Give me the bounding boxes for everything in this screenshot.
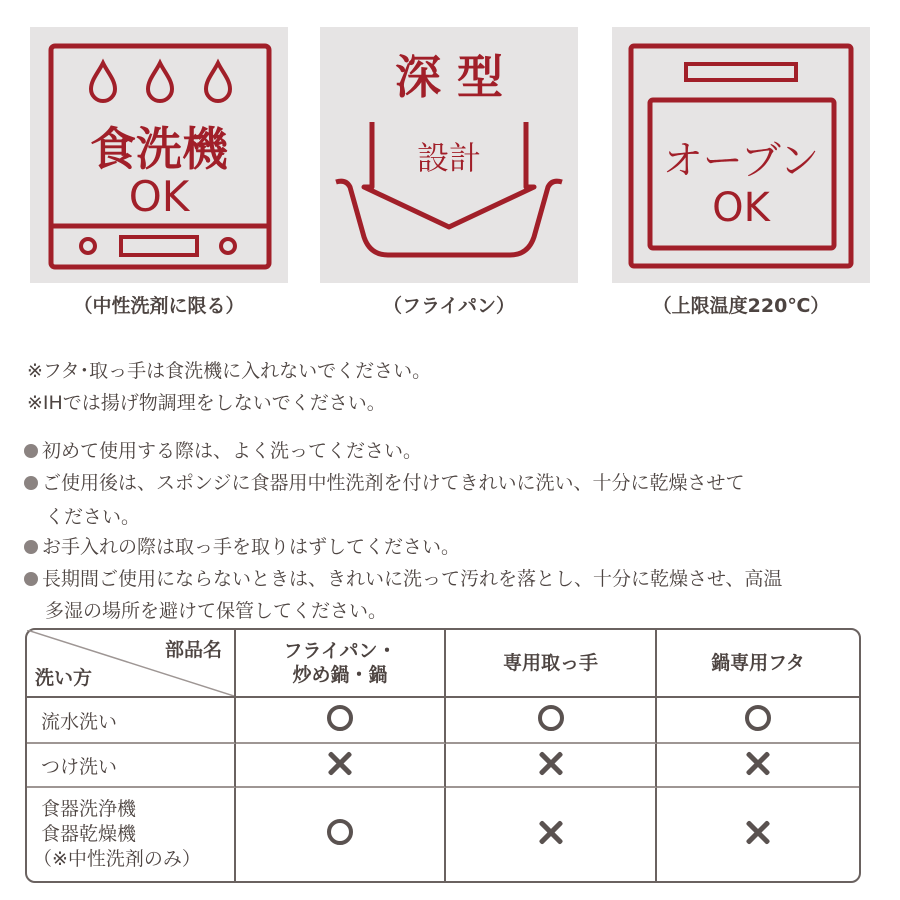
deep-caption: （フライパン） xyxy=(382,295,516,317)
mark-cell xyxy=(236,698,446,744)
mark-cell xyxy=(236,788,446,881)
mark-cell xyxy=(236,744,446,788)
deep-sub: 設計 xyxy=(416,139,481,177)
oven-caption: （上限温度220℃） xyxy=(652,295,830,317)
column-header-pan: フライパン・ 炒め鍋・鍋 xyxy=(236,630,446,698)
row-label: 流水洗い xyxy=(27,698,236,744)
dishwasher-ok: OK xyxy=(128,172,190,221)
cross-mark-icon xyxy=(327,750,353,776)
row-label: 食器洗浄機 食器乾燥機 （※中性洗剤のみ） xyxy=(27,788,236,881)
corner-part-name: 部品名 xyxy=(164,639,222,661)
bullet-item: お手入れの際は取っ手を取りはずしてください。 xyxy=(24,532,460,562)
bullet-item: 初めて使用する際は、よく洗ってください。 xyxy=(24,436,422,466)
dishwasher-caption: （中性洗剤に限る） xyxy=(73,295,245,317)
deep-title: 深 型 xyxy=(394,50,503,104)
circle-mark-icon xyxy=(745,705,771,731)
deep-design-panel xyxy=(320,27,578,283)
mark-cell xyxy=(446,698,657,744)
bullet-dot-icon xyxy=(24,476,38,490)
cross-mark-icon xyxy=(745,750,771,776)
oven-ok-panel xyxy=(612,27,870,283)
oven-title: オーブン xyxy=(662,138,820,184)
corner-wash-method: 洗い方 xyxy=(35,667,93,689)
column-header-lid: 鍋専用フタ xyxy=(657,630,859,698)
cross-mark-icon xyxy=(538,750,564,776)
mark-cell xyxy=(657,698,859,744)
mark-cell xyxy=(446,744,657,788)
oven-ok: OK xyxy=(712,185,770,231)
table-row xyxy=(27,698,859,744)
mark-cell xyxy=(657,788,859,881)
circle-mark-icon xyxy=(538,705,564,731)
note-lid-handle: ※フタ･取っ手は食洗機に入れないでください。 xyxy=(27,360,432,382)
cross-mark-icon xyxy=(745,819,771,845)
bullet-dot-icon xyxy=(24,572,38,586)
table-row xyxy=(27,744,859,788)
bullet-continuation: ください。 xyxy=(45,506,141,528)
bullet-item: 長期間ご使用にならないときは、きれいに洗って汚れを落とし、十分に乾燥させ、高温 xyxy=(24,564,782,594)
dishwasher-title: 食洗機 xyxy=(90,122,228,176)
column-header-handle: 専用取っ手 xyxy=(446,630,657,698)
row-label: つけ洗い xyxy=(27,744,236,788)
note-ih: ※IHでは揚げ物調理をしないでください。 xyxy=(27,392,386,414)
bullet-item: ご使用後は、スポンジに食器用中性洗剤を付けてきれいに洗い、十分に乾燥させて xyxy=(24,468,745,498)
table-corner-header xyxy=(27,630,236,698)
dishwasher-ok-panel xyxy=(30,27,288,283)
bullet-dot-icon xyxy=(24,444,38,458)
mark-cell xyxy=(446,788,657,881)
care-table xyxy=(25,628,861,883)
table-row xyxy=(27,788,859,881)
circle-mark-icon xyxy=(327,705,353,731)
bullet-dot-icon xyxy=(24,540,38,554)
circle-mark-icon xyxy=(327,819,353,845)
bullet-continuation: 多湿の場所を避けて保管してください。 xyxy=(45,600,388,622)
cross-mark-icon xyxy=(538,819,564,845)
mark-cell xyxy=(657,744,859,788)
